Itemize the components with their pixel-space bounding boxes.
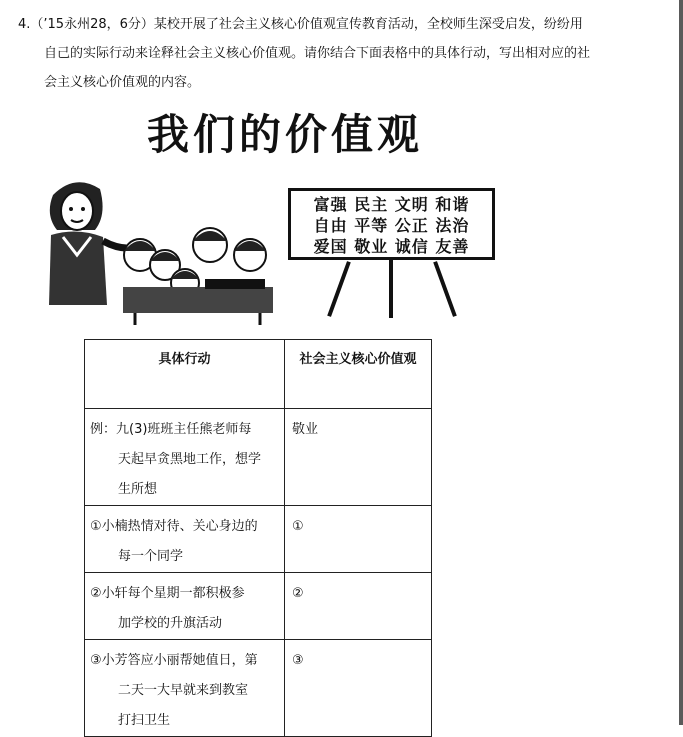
action-line: 天起早贪黑地工作，想学 [118, 452, 262, 467]
table-row [85, 506, 432, 573]
action-line: ③小芳答应小丽帮她值日，第 [90, 653, 258, 668]
board-row-3: 爱国 敬业 诚信 友善 [313, 237, 470, 256]
students-group [123, 228, 273, 325]
action-cell [85, 573, 285, 640]
values-board [288, 188, 495, 260]
table-row [85, 573, 432, 640]
question-line-3: 会主义核心价值观的内容。 [44, 75, 201, 90]
action-line: ①小楠热情对待、关心身边的 [90, 519, 258, 534]
question-text [18, 10, 658, 97]
table-header-row [85, 340, 432, 409]
values-table [84, 339, 432, 737]
table-row [85, 409, 432, 506]
teacher-and-students-drawing [45, 175, 290, 325]
answer-cell-3[interactable]: ③ [285, 640, 432, 737]
action-line: 加学校的升旗活动 [118, 616, 223, 631]
action-line: 例：九(3)班班主任熊老师每 [90, 422, 252, 437]
action-line: 每一个同学 [118, 549, 184, 564]
question-line-1: 4.（’15永州28，6分）某校开展了社会主义核心价值观宣传教育活动，全校师生深受启发，纷纷用 [18, 17, 583, 32]
action-line: 打扫卫生 [118, 713, 171, 728]
illustration-title: 我们的价值观 [146, 110, 423, 159]
answer-cell-2[interactable]: ② [285, 573, 432, 640]
page-edge-bar [679, 0, 683, 725]
easel-leg-middle [389, 260, 393, 318]
action-line: 生所想 [118, 482, 158, 497]
action-line: ②小轩每个星期一都积极参 [90, 586, 245, 601]
values-illustration [45, 100, 505, 325]
header-action: 具体行动 [85, 340, 285, 409]
header-value: 社会主义核心价值观 [285, 340, 432, 409]
board-row-2: 自由 平等 公正 法治 [313, 216, 470, 235]
question-line-2: 自己的实际行动来诠释社会主义核心价值观。请你结合下面表格中的具体行动，写出相对应的社 [44, 46, 591, 61]
value-cell: 敬业 [285, 409, 432, 506]
answer-cell-1[interactable]: ① [285, 506, 432, 573]
easel-leg-right [433, 261, 457, 317]
action-cell [85, 506, 285, 573]
table-row [85, 640, 432, 737]
easel-leg-left [327, 261, 351, 317]
board-row-1: 富强 民主 文明 和谐 [313, 195, 470, 214]
action-cell [85, 640, 285, 737]
action-cell [85, 409, 285, 506]
action-line: 二天一大早就来到教室 [118, 683, 249, 698]
